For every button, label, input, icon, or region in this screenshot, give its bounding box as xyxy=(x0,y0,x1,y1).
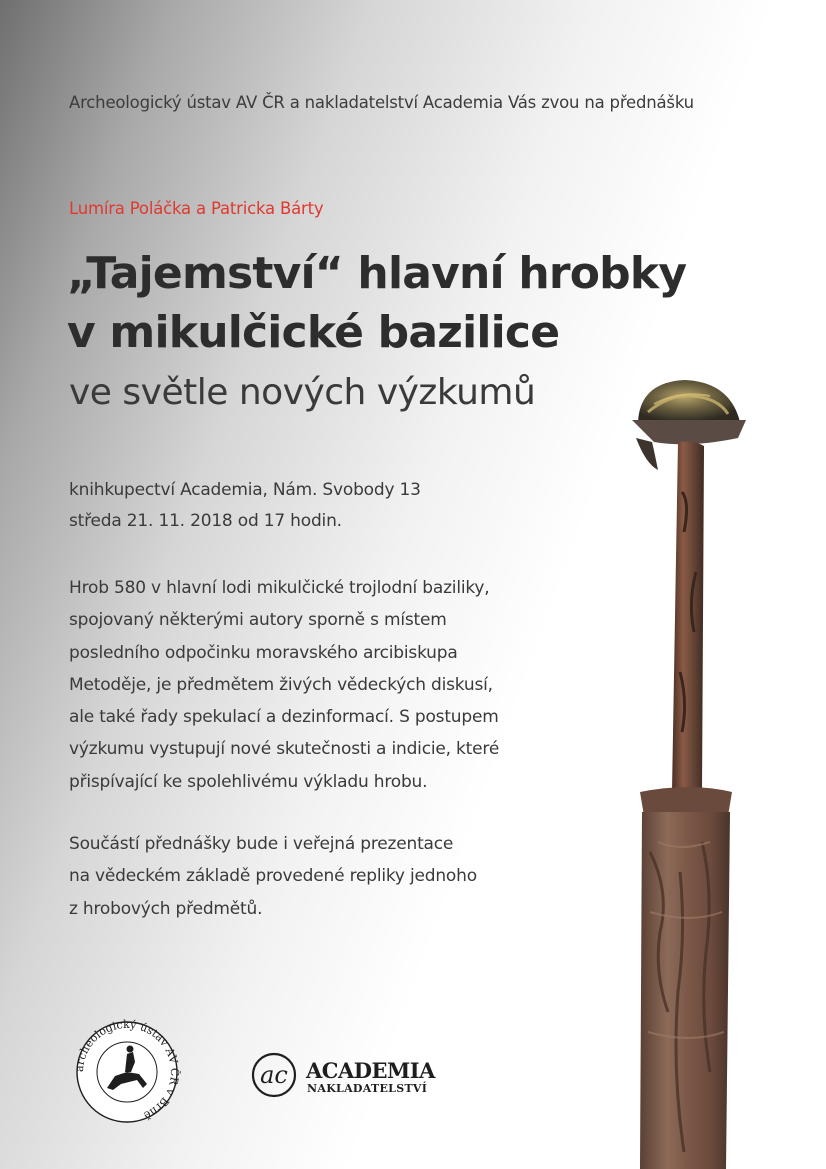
paragraph-line: na vědeckém základě provedené repliky jednoho xyxy=(69,866,477,887)
lecture-place: knihkupectví Academia, Nám. Svobody 13 xyxy=(69,480,421,500)
paragraph-line: přispívající ke spolehlivému výkladu hrobu. xyxy=(69,771,428,792)
sword-pommel xyxy=(638,380,740,422)
paragraph-line: spojovaný některými autory sporně s místem xyxy=(69,610,447,631)
paragraph-line: Hrob 580 v hlavní lodi mikulčické trojlodní baziliky, xyxy=(69,578,490,598)
paragraph-line: Metoděje, je předmětem živých vědeckých diskusí, xyxy=(69,674,493,695)
lecture-authors: Lumíra Poláčka a Patricka Bárty xyxy=(69,199,324,218)
description-paragraph-1 xyxy=(69,572,499,798)
lecture-title-line-1: „Tajemství“ hlavní hrobky xyxy=(67,248,687,299)
paragraph-line: z hrobových předmětů. xyxy=(69,898,263,919)
invitation-line: Archeologický ústav AV ČR a nakladatelství Academia Vás zvou na přednášku xyxy=(69,93,694,112)
paragraph-line: posledního odpočinku moravského arcibiskupa xyxy=(69,642,458,663)
paragraph-line: ale také řady spekulací a dezinformací. S postupem xyxy=(69,707,499,728)
paragraph-line: Součástí přednášky bude i veřejná prezentace xyxy=(69,834,454,854)
sword-blade xyxy=(640,812,730,1169)
description-paragraph-2 xyxy=(69,828,477,925)
academia-name: ACADEMIA xyxy=(306,1058,435,1083)
seal-text: archeologický ústav AV ČR v Brně xyxy=(73,1018,181,1123)
academia-monogram: ac xyxy=(260,1061,288,1089)
lecture-subtitle: ve světle nových výzkumů xyxy=(69,372,536,413)
academia-subtitle: NAKLADATELSTVÍ xyxy=(307,1082,428,1095)
sword-image xyxy=(610,372,780,1169)
sword-grip xyxy=(672,442,704,795)
paragraph-line: výzkumu vystupují nové skutečnosti a indicie, které xyxy=(69,739,500,760)
lecture-title-line-2: v mikulčické bazilice xyxy=(67,307,560,358)
academia-logo xyxy=(250,1050,450,1100)
institute-seal-logo xyxy=(73,1018,181,1126)
lecture-datetime: středa 21. 11. 2018 od 17 hodin. xyxy=(69,511,342,531)
